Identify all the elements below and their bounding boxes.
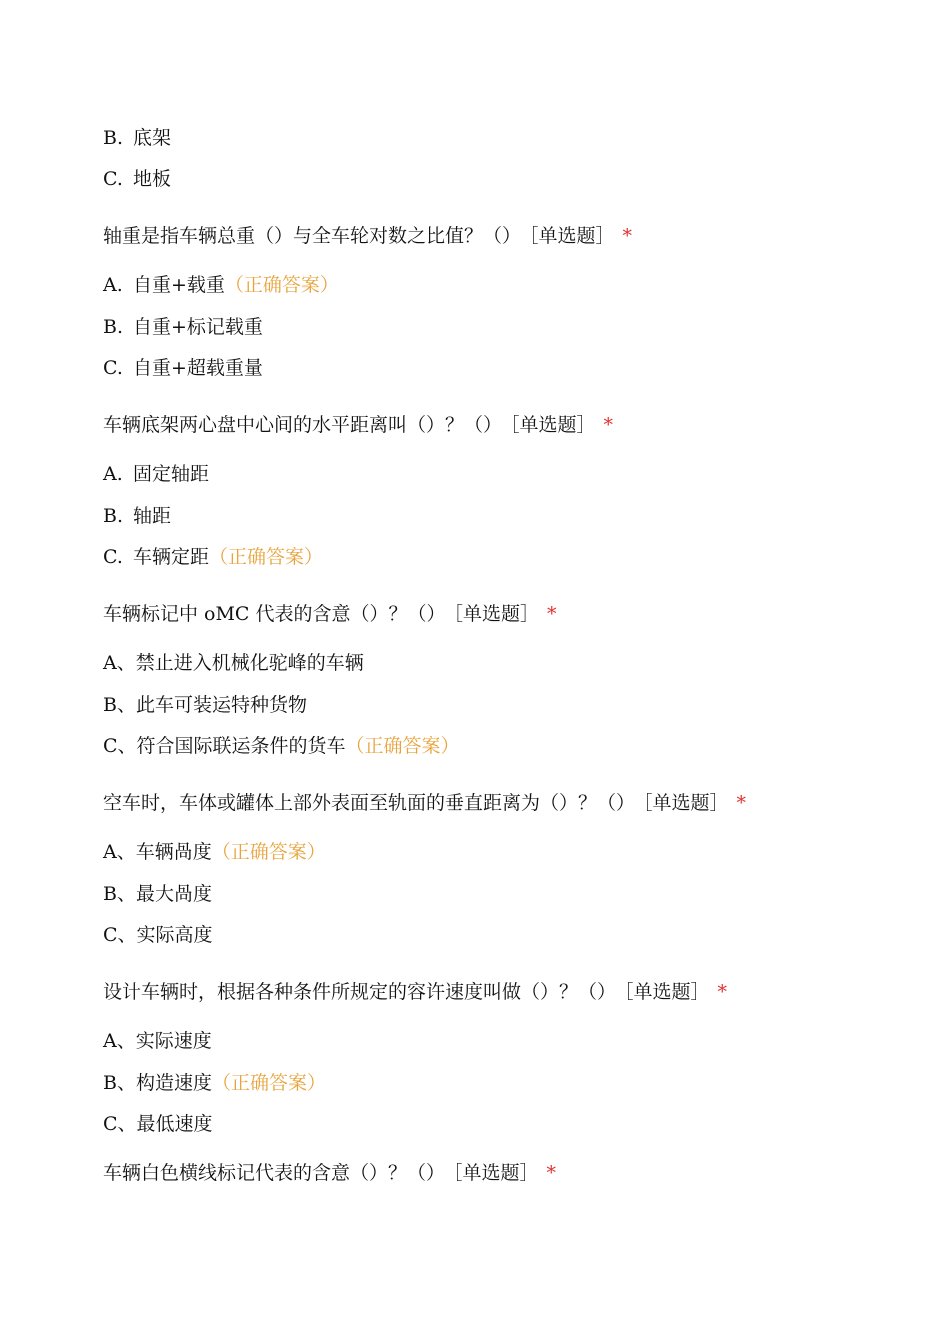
option-text: 底架 bbox=[133, 127, 172, 149]
option-letter: A. bbox=[103, 274, 123, 296]
option-item bbox=[103, 923, 213, 947]
option-item bbox=[103, 882, 212, 906]
option-text: C、最低速度 bbox=[103, 1113, 213, 1135]
correct-answer-mark: （正确答案） bbox=[211, 841, 326, 863]
question-title bbox=[103, 980, 727, 1004]
option-text: 自重+标记载重 bbox=[133, 316, 263, 338]
option-item bbox=[103, 356, 263, 380]
option-item bbox=[103, 545, 323, 569]
question-type: ［单选题］ bbox=[453, 1162, 539, 1184]
required-mark: * bbox=[717, 981, 728, 1003]
question-text: 车辆标记中 oMC 代表的含意（）？（） bbox=[103, 603, 446, 625]
option-item bbox=[103, 1029, 212, 1053]
option-text: 轴距 bbox=[133, 505, 172, 527]
question-title bbox=[103, 1161, 556, 1185]
question-type: ［单选题］ bbox=[529, 225, 615, 247]
question-title bbox=[103, 413, 613, 437]
option-text: A、车辆咼度 bbox=[103, 841, 212, 863]
question-title bbox=[103, 224, 632, 248]
option-item bbox=[103, 273, 339, 297]
option-item bbox=[103, 504, 171, 528]
option-item bbox=[103, 693, 307, 717]
question-text: 车辆底架两心盘中心间的水平距离叫（）？（） bbox=[103, 414, 503, 436]
option-item bbox=[103, 126, 171, 150]
option-text: C、符合国际联运条件的货车 bbox=[103, 735, 346, 757]
option-text: B、此车可装运特种货物 bbox=[103, 694, 307, 716]
correct-answer-mark: （正确答案） bbox=[211, 1072, 326, 1094]
correct-answer-mark: （正确答案） bbox=[209, 546, 324, 568]
option-item bbox=[103, 315, 263, 339]
option-item bbox=[103, 840, 326, 864]
option-text: A、禁止进入机械化驼峰的车辆 bbox=[103, 652, 364, 674]
question-text: 车辆白色横线标记代表的含意（）？（） bbox=[103, 1162, 446, 1184]
question-type: ［单选题］ bbox=[510, 414, 596, 436]
option-text: 自重+超载重量 bbox=[133, 357, 263, 379]
required-mark: * bbox=[736, 792, 747, 814]
option-letter: B. bbox=[103, 316, 124, 338]
option-item bbox=[103, 1112, 213, 1136]
question-type: ［单选题］ bbox=[624, 981, 710, 1003]
option-text: 车辆定距 bbox=[133, 546, 210, 568]
required-mark: * bbox=[546, 1162, 557, 1184]
required-mark: * bbox=[547, 603, 557, 625]
correct-answer-mark: （正确答案） bbox=[224, 274, 339, 296]
option-text: B、构造速度 bbox=[103, 1072, 212, 1094]
question-type: ［单选题］ bbox=[453, 603, 540, 625]
option-item bbox=[103, 167, 171, 191]
option-item bbox=[103, 462, 209, 486]
question-text: 空车时，车体或罐体上部外表面至轨面的垂直距离为（）？（） bbox=[103, 792, 636, 814]
option-item bbox=[103, 1071, 326, 1095]
option-letter: B. bbox=[103, 127, 124, 149]
option-text: 固定轴距 bbox=[133, 463, 210, 485]
option-item bbox=[103, 651, 364, 675]
required-mark: * bbox=[603, 414, 614, 436]
option-text: 自重+载重 bbox=[133, 274, 225, 296]
question-title bbox=[103, 602, 557, 626]
option-letter: A. bbox=[103, 463, 123, 485]
question-text: 轴重是指车辆总重（）与全车轮对数之比值？（） bbox=[103, 225, 522, 247]
option-letter: B. bbox=[103, 505, 124, 527]
option-text: 地板 bbox=[133, 168, 172, 190]
option-letter: C. bbox=[103, 357, 123, 379]
option-text: C、实际高度 bbox=[103, 924, 213, 946]
option-text: B、最大咼度 bbox=[103, 883, 212, 905]
option-letter: C. bbox=[103, 168, 123, 190]
correct-answer-mark: （正确答案） bbox=[345, 735, 460, 757]
option-letter: C. bbox=[103, 546, 123, 568]
option-text: A、实际速度 bbox=[103, 1030, 212, 1052]
question-text: 设计车辆时，根据各种条件所规定的容许速度叫做（）？（） bbox=[103, 981, 617, 1003]
question-type: ［单选题］ bbox=[643, 792, 729, 814]
question-title bbox=[103, 791, 746, 815]
option-item bbox=[103, 734, 460, 758]
required-mark: * bbox=[622, 225, 633, 247]
